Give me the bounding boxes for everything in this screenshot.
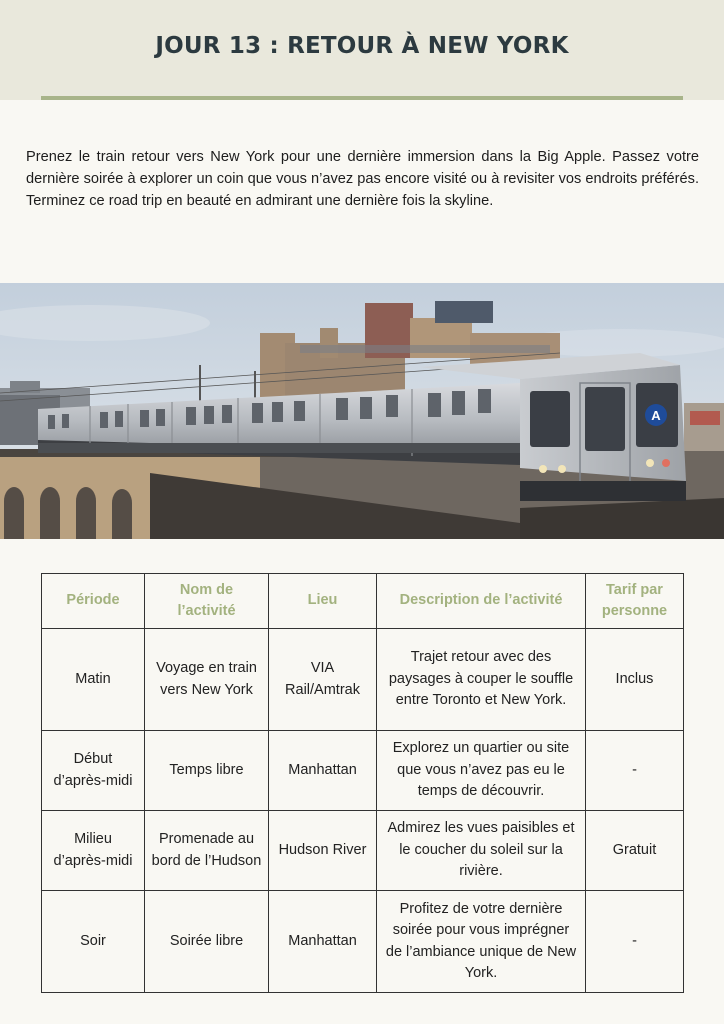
header-price: Tarif par personne xyxy=(586,574,684,629)
header-location: Lieu xyxy=(269,574,377,629)
table-row xyxy=(42,731,684,811)
cell-description: Explorez un quartier ou site que vous n’avez pas eu le temps de découvrir. xyxy=(377,731,586,811)
cell-period: Soir xyxy=(42,891,145,993)
header-activity-name: Nom de l’activité xyxy=(145,574,269,629)
table-row xyxy=(42,629,684,731)
activity-table xyxy=(41,573,684,993)
table-header-row xyxy=(42,574,684,629)
page-title: JOUR 13 : RETOUR À NEW YORK xyxy=(155,33,569,59)
title-divider xyxy=(41,96,683,100)
cell-location: Manhattan xyxy=(269,891,377,993)
train-photo xyxy=(0,283,724,539)
cell-description: Trajet retour avec des paysages à couper le souffle entre Toronto et New York. xyxy=(377,629,586,731)
cell-price: Gratuit xyxy=(586,811,684,891)
line-a-badge-letter: A xyxy=(651,408,661,423)
cell-description: Profitez de votre dernière soirée pour vous imprégner de l’ambiance unique de New York. xyxy=(377,891,586,993)
cell-period: Milieu d’après-midi xyxy=(42,811,145,891)
cell-location: Hudson River xyxy=(269,811,377,891)
cell-price: - xyxy=(586,891,684,993)
header-description: Description de l’activité xyxy=(377,574,586,629)
cell-period: Matin xyxy=(42,629,145,731)
cell-activity-name: Voyage en train vers New York xyxy=(145,629,269,731)
cell-description: Admirez les vues paisibles et le coucher du soleil sur la rivière. xyxy=(377,811,586,891)
page-header xyxy=(0,0,724,100)
intro-paragraph: Prenez le train retour vers New York pour une dernière immersion dans la Big Apple. Passez votre dernière soirée à explorer un coin que vous n’avez pas encore visité ou à revisiter vos endroits préférés. Terminez ce road trip en beauté en admirant une dernière fois la skyline. xyxy=(26,149,699,209)
cell-price: Inclus xyxy=(586,629,684,731)
cell-location: Manhattan xyxy=(269,731,377,811)
cell-price: - xyxy=(586,731,684,811)
cell-period: Début d’après-midi xyxy=(42,731,145,811)
cell-activity-name: Temps libre xyxy=(145,731,269,811)
table-row xyxy=(42,891,684,993)
cell-location: VIA Rail/Amtrak xyxy=(269,629,377,731)
cell-activity-name: Soirée libre xyxy=(145,891,269,993)
table-row xyxy=(42,811,684,891)
header-period: Période xyxy=(42,574,145,629)
cell-activity-name: Promenade au bord de l’Hudson xyxy=(145,811,269,891)
